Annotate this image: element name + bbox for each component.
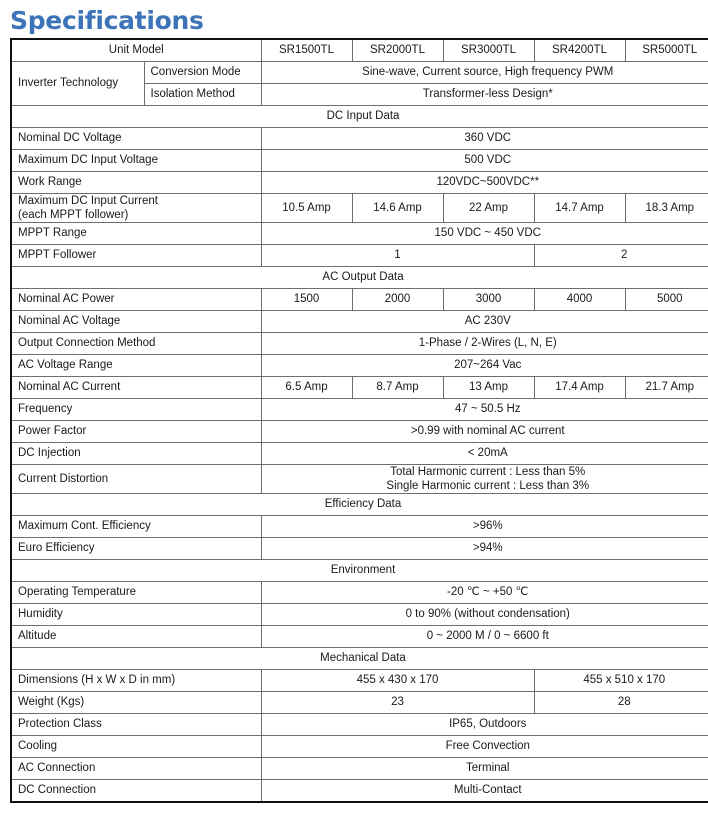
table-row — [11, 443, 708, 465]
row-label: Frequency — [11, 399, 261, 421]
section-header-row — [11, 106, 708, 128]
row-value-cell: < 20mA — [261, 443, 708, 465]
row-label: Maximum DC Input Voltage — [11, 150, 261, 172]
table-row-inverter-technology — [11, 62, 708, 84]
table-row — [11, 355, 708, 377]
cell-line: Maximum DC Input Current — [18, 195, 158, 207]
row-value-cell: 2000 — [352, 289, 443, 311]
row-label: DC Connection — [11, 780, 261, 803]
row-value-cell: 47 ~ 50.5 Hz — [261, 399, 708, 421]
row-value-cell: 455 x 510 x 170 — [534, 670, 708, 692]
row-value-cell: 1-Phase / 2-Wires (L, N, E) — [261, 333, 708, 355]
table-row — [11, 626, 708, 648]
row-value-cell: -20 ℃ ~ +50 ℃ — [261, 582, 708, 604]
row-value-cell: 13 Amp — [443, 377, 534, 399]
row-label: Output Connection Method — [11, 333, 261, 355]
row-value-cell: 22 Amp — [443, 194, 534, 223]
row-value-cell: 2 — [534, 245, 708, 267]
table-row — [11, 692, 708, 714]
row-value-cell: 500 VDC — [261, 150, 708, 172]
cell-line: (each MPPT follower) — [18, 209, 129, 221]
row-label: Nominal AC Voltage — [11, 311, 261, 333]
row-label: Protection Class — [11, 714, 261, 736]
table-row — [11, 582, 708, 604]
row-value-cell: 6.5 Amp — [261, 377, 352, 399]
row-value-cell: 0 ~ 2000 M / 0 ~ 6600 ft — [261, 626, 708, 648]
specifications-table — [10, 38, 708, 803]
cell-line: Total Harmonic current : Less than 5% — [390, 466, 586, 478]
spec-table-container — [0, 38, 708, 803]
section-header-row — [11, 267, 708, 289]
row-label: Current Distortion — [11, 465, 261, 494]
table-row — [11, 311, 708, 333]
table-row — [11, 758, 708, 780]
row-value-cell: 28 — [534, 692, 708, 714]
row-label: Cooling — [11, 736, 261, 758]
row-label: Isolation Method — [144, 84, 261, 106]
cell-line: Single Harmonic current : Less than 3% — [386, 480, 590, 492]
table-row — [11, 538, 708, 560]
model-header-sr5000tl: SR5000TL — [625, 39, 708, 62]
row-label: Nominal DC Voltage — [11, 128, 261, 150]
row-value-cell: AC 230V — [261, 311, 708, 333]
row-label: Conversion Mode — [144, 62, 261, 84]
row-label: Power Factor — [11, 421, 261, 443]
row-value-cell: IP65, Outdoors — [261, 714, 708, 736]
table-row — [11, 714, 708, 736]
table-row — [11, 194, 708, 223]
row-label: Maximum Cont. Efficiency — [11, 516, 261, 538]
row-value-cell — [261, 465, 708, 494]
table-row — [11, 465, 708, 494]
row-value-cell: 18.3 Amp — [625, 194, 708, 223]
section-header-row — [11, 494, 708, 516]
row-value-cell: Terminal — [261, 758, 708, 780]
table-row — [11, 333, 708, 355]
row-value-cell: Multi-Contact — [261, 780, 708, 803]
row-value-cell: 10.5 Amp — [261, 194, 352, 223]
row-label: Nominal AC Current — [11, 377, 261, 399]
table-row — [11, 245, 708, 267]
row-label: AC Connection — [11, 758, 261, 780]
row-value-cell: 14.7 Amp — [534, 194, 625, 223]
row-value-cell: 0 to 90% (without condensation) — [261, 604, 708, 626]
row-value-cell: 23 — [261, 692, 534, 714]
table-row — [11, 377, 708, 399]
table-row — [11, 780, 708, 803]
row-value-cell: >94% — [261, 538, 708, 560]
row-label: Nominal AC Power — [11, 289, 261, 311]
section-header-mechanical-data: Mechanical Data — [11, 648, 708, 670]
table-row — [11, 289, 708, 311]
model-header-sr3000tl: SR3000TL — [443, 39, 534, 62]
section-header-row — [11, 560, 708, 582]
table-row — [11, 150, 708, 172]
row-label: Dimensions (H x W x D in mm) — [11, 670, 261, 692]
row-value-cell: 1 — [261, 245, 534, 267]
row-value-cell: >0.99 with nominal AC current — [261, 421, 708, 443]
table-row — [11, 128, 708, 150]
section-header-ac-output-data: AC Output Data — [11, 267, 708, 289]
row-label — [11, 194, 261, 223]
row-label: Work Range — [11, 172, 261, 194]
page-title: Specifications — [10, 6, 204, 35]
section-header-row — [11, 648, 708, 670]
table-row — [11, 172, 708, 194]
row-value-cell: 3000 — [443, 289, 534, 311]
row-value-cell: Free Convection — [261, 736, 708, 758]
row-value: Transformer-less Design* — [261, 84, 708, 106]
table-row — [11, 516, 708, 538]
row-value-cell: 17.4 Amp — [534, 377, 625, 399]
row-label: MPPT Range — [11, 223, 261, 245]
row-value-cell: 207~264 Vac — [261, 355, 708, 377]
spec-table-body — [11, 39, 708, 802]
table-row — [11, 670, 708, 692]
row-value-cell: 360 VDC — [261, 128, 708, 150]
row-value-cell: 150 VDC ~ 450 VDC — [261, 223, 708, 245]
table-row — [11, 223, 708, 245]
table-row — [11, 399, 708, 421]
row-label: Humidity — [11, 604, 261, 626]
model-header-sr2000tl: SR2000TL — [352, 39, 443, 62]
table-row — [11, 604, 708, 626]
table-row — [11, 421, 708, 443]
row-value-cell: 4000 — [534, 289, 625, 311]
model-header-sr4200tl: SR4200TL — [534, 39, 625, 62]
row-label: MPPT Follower — [11, 245, 261, 267]
row-value-cell: 21.7 Amp — [625, 377, 708, 399]
section-header-dc-input-data: DC Input Data — [11, 106, 708, 128]
section-header-environment: Environment — [11, 560, 708, 582]
model-header-sr1500tl: SR1500TL — [261, 39, 352, 62]
table-row — [11, 736, 708, 758]
unit-model-header: Unit Model — [11, 39, 261, 62]
row-value-cell: 120VDC~500VDC** — [261, 172, 708, 194]
row-value-cell: 455 x 430 x 170 — [261, 670, 534, 692]
row-value-cell: 14.6 Amp — [352, 194, 443, 223]
row-label: AC Voltage Range — [11, 355, 261, 377]
row-label: Operating Temperature — [11, 582, 261, 604]
section-header-efficiency-data: Efficiency Data — [11, 494, 708, 516]
row-value-cell: 5000 — [625, 289, 708, 311]
row-value-cell: 1500 — [261, 289, 352, 311]
table-header-row — [11, 39, 708, 62]
row-group-label-inverter-technology: Inverter Technology — [11, 62, 144, 106]
row-label: DC Injection — [11, 443, 261, 465]
row-label: Weight (Kgs) — [11, 692, 261, 714]
row-value-cell: 8.7 Amp — [352, 377, 443, 399]
row-value-cell: >96% — [261, 516, 708, 538]
row-label: Altitude — [11, 626, 261, 648]
row-label: Euro Efficiency — [11, 538, 261, 560]
row-value: Sine-wave, Current source, High frequency PWM — [261, 62, 708, 84]
